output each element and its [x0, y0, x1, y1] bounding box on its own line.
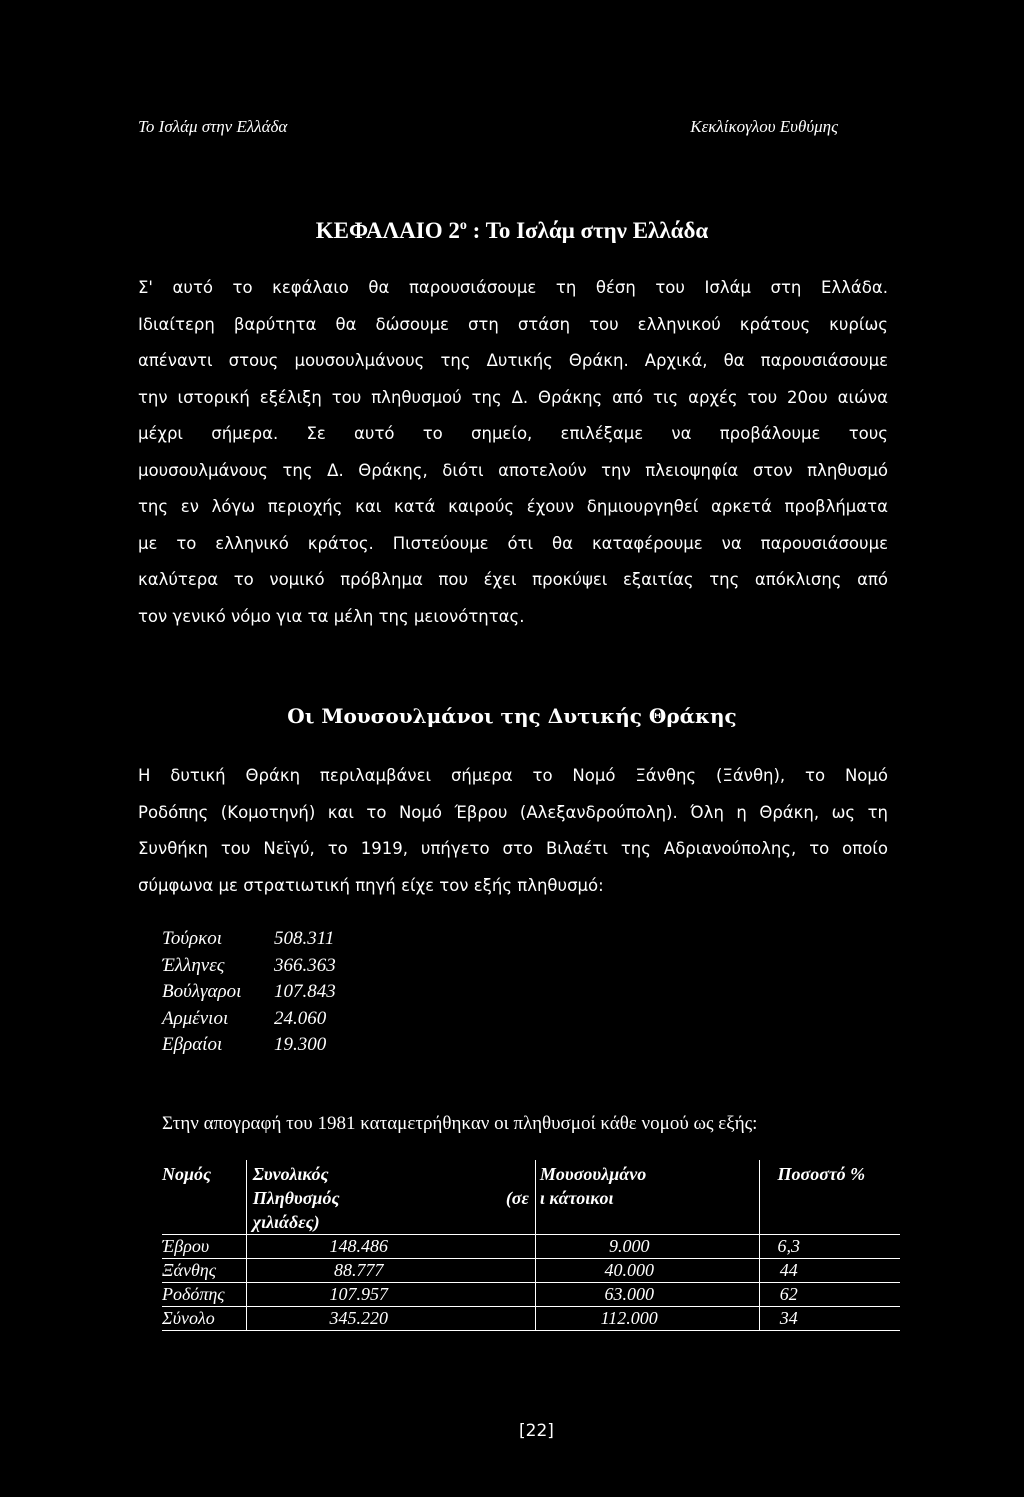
header-total: Συνολικός Πληθυσμός (σε χιλιάδες)	[246, 1160, 535, 1235]
intro-line: τον γενικό νόμο για τα μέλη της μειονότητας.	[138, 606, 525, 626]
section-heading: Οι Μουσουλμάνοι της Δυτικής Θράκης	[287, 704, 737, 728]
population-row: Τούρκοι 508.311	[162, 928, 335, 950]
intro-line: με το ελληνικό κράτος. Πιστεύουμε ότι θα καταφέρουμε να παρουσιάσουμε	[138, 533, 888, 553]
population-row: Εβραίοι 19.300	[162, 1034, 327, 1056]
section-paragraph	[138, 758, 888, 904]
intro-line: μουσουλμάνους της Δ. Θράκης, διότι αποτελούν την πλειοψηφία στον πληθυσμό	[138, 460, 888, 480]
intro-paragraph	[138, 270, 888, 635]
table-row: Ροδόπης 107.957 63.000 62	[162, 1283, 900, 1307]
intro-line: Ιδιαίτερη βαρύτητα θα δώσουμε στη στάση του ελληνικού κράτους κυρίως	[138, 314, 888, 334]
table-header-row	[162, 1160, 900, 1235]
table-row: Ξάνθης 88.777 40.000 44	[162, 1259, 900, 1283]
page-number: [22]	[519, 1421, 554, 1441]
intro-line: καλύτερα το νομικό πρόβλημα που έχει προκύψει εξαιτίας της απόκλισης από	[138, 570, 888, 589]
header-muslims: Μουσουλμάνο ι κάτοικοι	[535, 1160, 759, 1235]
population-row: Αρμένιοι 24.060	[162, 1007, 327, 1029]
intro-line: της εν λόγω περιοχής και κατά καιρούς έχουν δημιουργηθεί αρκετά προβλήματα	[138, 497, 888, 516]
intro-line: μέχρι σήμερα. Σε αυτό το σημείο, επιλέξαμε να προβάλουμε τους	[138, 424, 888, 443]
section-line: σύμφωνα με στρατιωτική πηγή είχε τον εξής πληθυσμό:	[138, 875, 604, 895]
intro-line: την ιστορική εξέλιξη του πληθυσμού της Δ. Θράκης από τις αρχές του 20ου αιώνα	[138, 387, 888, 407]
section-line: Συνθήκη του Νεϊγύ, το 1919, υπήγετο στο Βιλαέτι της Αδριανούπολης, το οποίο	[138, 839, 888, 858]
section-line: Η δυτική Θράκη περιλαμβάνει σήμερα το Νομό Ξάνθης (Ξάνθη), το Νομό	[138, 766, 888, 785]
section-line: Ροδόπης (Κομοτηνή) και το Νομό Έβρου (Αλεξανδρούπολη). Όλη η Θράκη, ως τη	[138, 802, 888, 822]
intro-line: απέναντι στους μουσουλμάνους της Δυτικής Θράκη. Αρχικά, θα παρουσιάσουμε	[138, 351, 888, 370]
table-row: Σύνολο 345.220 112.000 34	[162, 1307, 900, 1331]
population-list	[162, 926, 354, 1059]
intro-line: Σ' αυτό το κεφάλαιο θα παρουσιάσουμε τη θέση του Ισλάμ στη Ελλάδα.	[138, 278, 888, 297]
header-nomos: Νομός	[162, 1164, 212, 1184]
chapter-title: ΚΕΦΑΛΑΙΟ $2^o$ : Το Ισλάμ στην Ελλάδα	[315, 218, 709, 243]
table-row: Έβρου 148.486 9.000 6,3	[162, 1235, 900, 1259]
header-percent: Ποσοστό %	[759, 1160, 900, 1235]
population-row: Έλληνες 366.363	[162, 954, 336, 976]
census-sentence: Στην απογραφή του 1981 καταμετρήθηκαν οι πληθυσμοί κάθε νομού ως εξής:	[162, 1113, 758, 1134]
running-header-author: Κεκλίκογλου Ευθύμης	[690, 117, 838, 136]
census-table	[162, 1160, 900, 1331]
population-row: Βούλγαροι 107.843	[162, 981, 336, 1003]
running-header-title: Το Ισλάμ στην Ελλάδα	[138, 117, 288, 136]
